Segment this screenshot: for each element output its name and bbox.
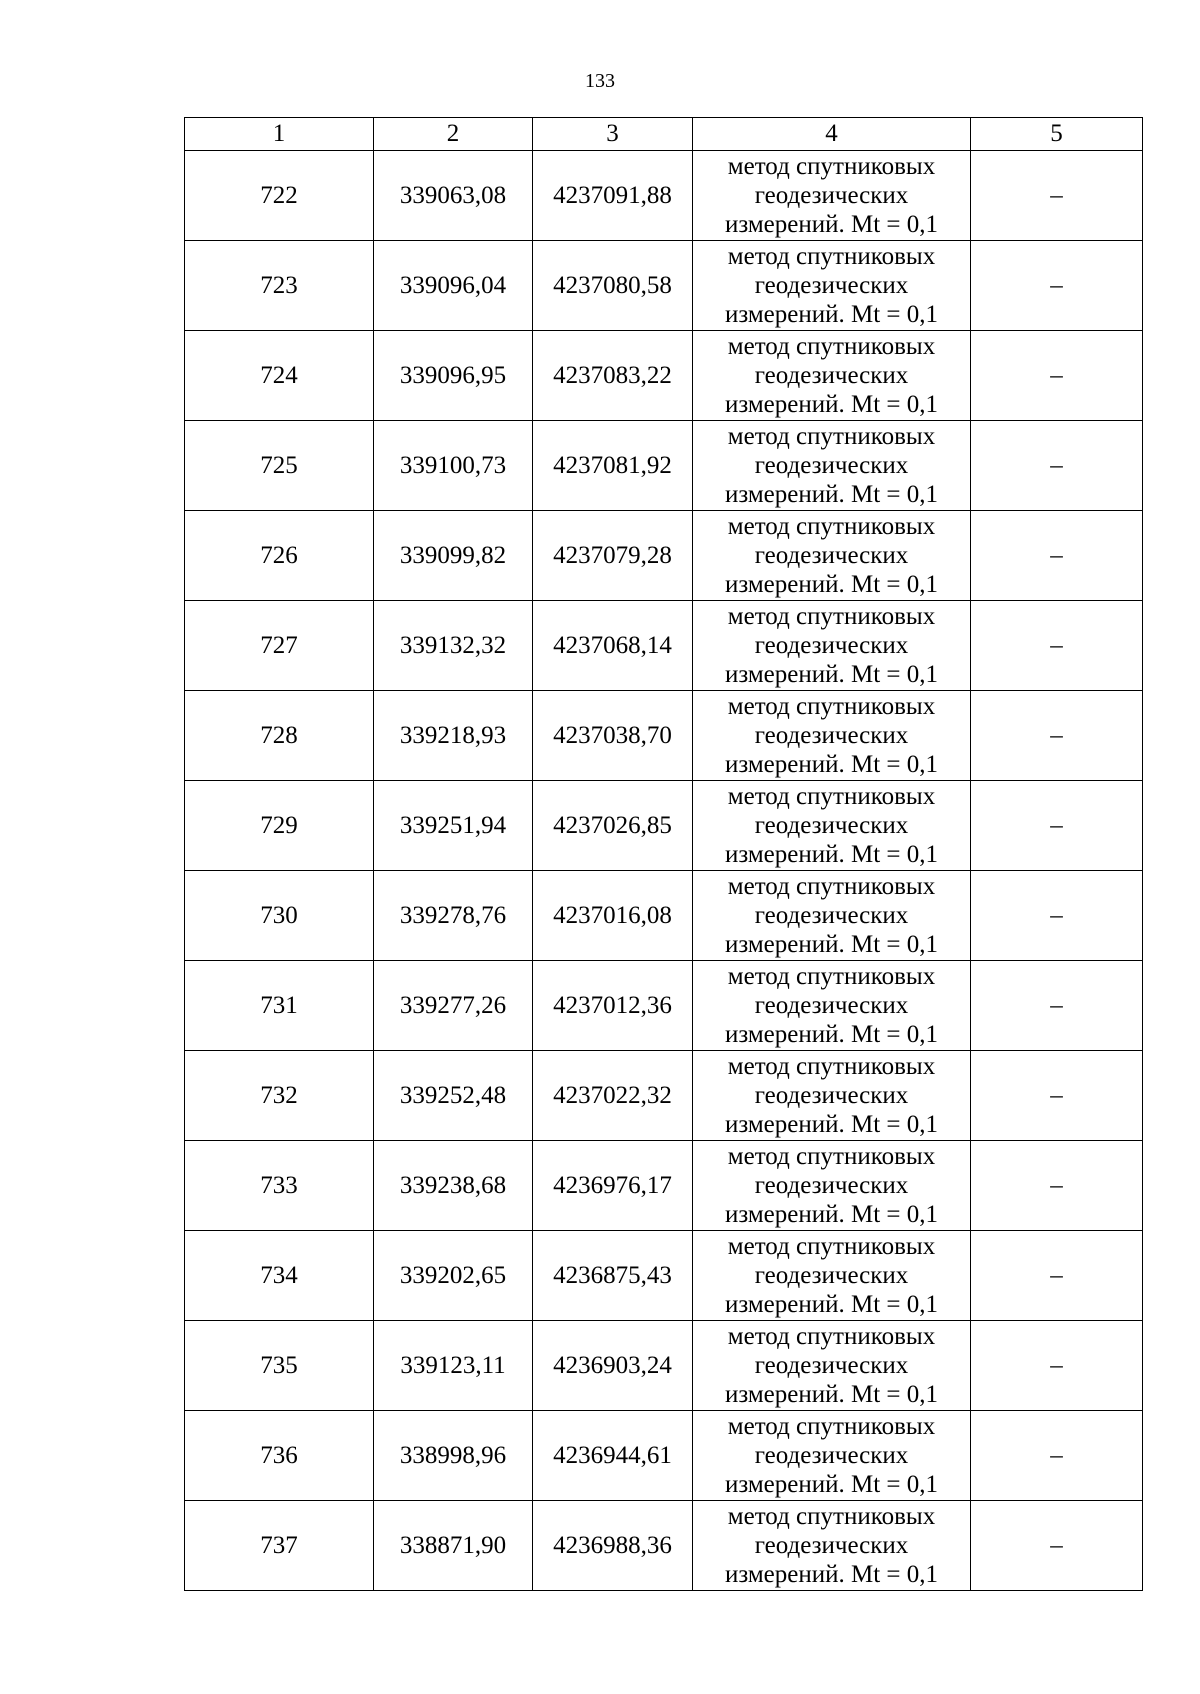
y-coordinate-cell: 4237091,88 (533, 151, 693, 241)
point-number-cell: 723 (185, 241, 374, 331)
x-coordinate-cell: 339251,94 (374, 781, 533, 871)
method-line: метод спутниковых (727, 693, 936, 720)
note-cell: – (971, 781, 1143, 871)
method-line: геодезических (754, 1442, 909, 1469)
x-coordinate-cell: 339100,73 (374, 421, 533, 511)
method-line: метод спутниковых (727, 333, 936, 360)
method-line: метод спутниковых (727, 1323, 936, 1350)
method-cell (693, 331, 971, 421)
y-coordinate-cell: 4237081,92 (533, 421, 693, 511)
table-header (185, 118, 1143, 151)
point-number-cell: 725 (185, 421, 374, 511)
method-line: геодезических (754, 182, 909, 209)
method-line: метод спутниковых (727, 243, 936, 270)
point-number-cell: 729 (185, 781, 374, 871)
method-line: метод спутниковых (727, 513, 936, 540)
table-row (185, 1051, 1143, 1141)
note-cell: – (971, 601, 1143, 691)
table-row (185, 331, 1143, 421)
header-col-3: 3 (533, 118, 693, 151)
method-line: метод спутниковых (727, 603, 936, 630)
point-number-cell: 733 (185, 1141, 374, 1231)
table-body (185, 151, 1143, 1591)
method-line: измерений. Mt = 0,1 (724, 661, 939, 688)
page-number: 133 (585, 70, 615, 92)
method-line: измерений. Mt = 0,1 (724, 931, 939, 958)
method-line: метод спутниковых (727, 1053, 936, 1080)
point-number-cell: 722 (185, 151, 374, 241)
method-line: геодезических (754, 1532, 909, 1559)
x-coordinate-cell: 338998,96 (374, 1411, 533, 1501)
method-line: геодезических (754, 362, 909, 389)
y-coordinate-cell: 4237083,22 (533, 331, 693, 421)
x-coordinate-cell: 339278,76 (374, 871, 533, 961)
x-coordinate-cell: 339099,82 (374, 511, 533, 601)
method-line: метод спутниковых (727, 1233, 936, 1260)
method-cell (693, 1411, 971, 1501)
method-line: геодезических (754, 272, 909, 299)
header-row (185, 118, 1143, 151)
method-line: геодезических (754, 452, 909, 479)
note-cell: – (971, 421, 1143, 511)
y-coordinate-cell: 4237022,32 (533, 1051, 693, 1141)
method-line: измерений. Mt = 0,1 (724, 751, 939, 778)
method-line: геодезических (754, 722, 909, 749)
table-row (185, 421, 1143, 511)
table-row (185, 511, 1143, 601)
x-coordinate-cell: 339132,32 (374, 601, 533, 691)
point-number-cell: 730 (185, 871, 374, 961)
method-cell (693, 1141, 971, 1231)
method-cell (693, 1321, 971, 1411)
method-line: измерений. Mt = 0,1 (724, 571, 939, 598)
method-line: геодезических (754, 1262, 909, 1289)
note-cell: – (971, 331, 1143, 421)
coordinates-table (184, 117, 1143, 1591)
method-line: измерений. Mt = 0,1 (724, 1201, 939, 1228)
method-cell (693, 961, 971, 1051)
point-number-cell: 724 (185, 331, 374, 421)
x-coordinate-cell: 339063,08 (374, 151, 533, 241)
y-coordinate-cell: 4236903,24 (533, 1321, 693, 1411)
table-row (185, 961, 1143, 1051)
method-cell (693, 151, 971, 241)
method-line: измерений. Mt = 0,1 (724, 481, 939, 508)
method-cell (693, 1231, 971, 1321)
method-line: измерений. Mt = 0,1 (724, 211, 939, 238)
header-col-2: 2 (374, 118, 533, 151)
y-coordinate-cell: 4237079,28 (533, 511, 693, 601)
point-number-cell: 737 (185, 1501, 374, 1591)
x-coordinate-cell: 338871,90 (374, 1501, 533, 1591)
method-line: измерений. Mt = 0,1 (724, 391, 939, 418)
y-coordinate-cell: 4237080,58 (533, 241, 693, 331)
x-coordinate-cell: 339277,26 (374, 961, 533, 1051)
method-line: метод спутниковых (727, 963, 936, 990)
y-coordinate-cell: 4237016,08 (533, 871, 693, 961)
method-line: геодезических (754, 1352, 909, 1379)
table-row (185, 241, 1143, 331)
table-row (185, 781, 1143, 871)
point-number-cell: 732 (185, 1051, 374, 1141)
y-coordinate-cell: 4237026,85 (533, 781, 693, 871)
x-coordinate-cell: 339123,11 (374, 1321, 533, 1411)
method-line: измерений. Mt = 0,1 (724, 1561, 939, 1588)
x-coordinate-cell: 339202,65 (374, 1231, 533, 1321)
x-coordinate-cell: 339238,68 (374, 1141, 533, 1231)
note-cell: – (971, 151, 1143, 241)
method-line: геодезических (754, 1082, 909, 1109)
note-cell: – (971, 1141, 1143, 1231)
method-line: геодезических (754, 632, 909, 659)
method-cell (693, 1501, 971, 1591)
method-line: измерений. Mt = 0,1 (724, 1381, 939, 1408)
method-cell (693, 241, 971, 331)
x-coordinate-cell: 339096,04 (374, 241, 533, 331)
point-number-cell: 735 (185, 1321, 374, 1411)
x-coordinate-cell: 339218,93 (374, 691, 533, 781)
method-line: метод спутниковых (727, 783, 936, 810)
note-cell: – (971, 1411, 1143, 1501)
note-cell: – (971, 1321, 1143, 1411)
point-number-cell: 731 (185, 961, 374, 1051)
point-number-cell: 726 (185, 511, 374, 601)
method-line: метод спутниковых (727, 1503, 936, 1530)
method-line: метод спутниковых (727, 153, 936, 180)
x-coordinate-cell: 339252,48 (374, 1051, 533, 1141)
method-line: геодезических (754, 902, 909, 929)
method-line: геодезических (754, 812, 909, 839)
header-col-1: 1 (185, 118, 374, 151)
method-cell (693, 1051, 971, 1141)
y-coordinate-cell: 4237012,36 (533, 961, 693, 1051)
table-row (185, 691, 1143, 781)
table-row (185, 1141, 1143, 1231)
note-cell: – (971, 961, 1143, 1051)
table-row (185, 1411, 1143, 1501)
point-number-cell: 728 (185, 691, 374, 781)
point-number-cell: 727 (185, 601, 374, 691)
header-col-5: 5 (971, 118, 1143, 151)
method-line: геодезических (754, 1172, 909, 1199)
method-line: измерений. Mt = 0,1 (724, 1021, 939, 1048)
method-cell (693, 601, 971, 691)
table-row (185, 601, 1143, 691)
method-cell (693, 691, 971, 781)
method-line: измерений. Mt = 0,1 (724, 1471, 939, 1498)
method-cell (693, 781, 971, 871)
note-cell: – (971, 1231, 1143, 1321)
method-line: метод спутниковых (727, 423, 936, 450)
method-line: метод спутниковых (727, 1143, 936, 1170)
note-cell: – (971, 241, 1143, 331)
method-line: измерений. Mt = 0,1 (724, 841, 939, 868)
point-number-cell: 734 (185, 1231, 374, 1321)
y-coordinate-cell: 4236875,43 (533, 1231, 693, 1321)
y-coordinate-cell: 4236988,36 (533, 1501, 693, 1591)
method-cell (693, 421, 971, 511)
method-line: геодезических (754, 992, 909, 1019)
method-line: измерений. Mt = 0,1 (724, 1291, 939, 1318)
y-coordinate-cell: 4236944,61 (533, 1411, 693, 1501)
note-cell: – (971, 511, 1143, 601)
y-coordinate-cell: 4236976,17 (533, 1141, 693, 1231)
method-line: измерений. Mt = 0,1 (724, 1111, 939, 1138)
method-cell (693, 511, 971, 601)
table-row (185, 151, 1143, 241)
table-row (185, 1231, 1143, 1321)
x-coordinate-cell: 339096,95 (374, 331, 533, 421)
method-line: метод спутниковых (727, 873, 936, 900)
table-row (185, 1501, 1143, 1591)
note-cell: – (971, 871, 1143, 961)
y-coordinate-cell: 4237038,70 (533, 691, 693, 781)
table-row (185, 871, 1143, 961)
method-cell (693, 871, 971, 961)
method-line: геодезических (754, 542, 909, 569)
note-cell: – (971, 1501, 1143, 1591)
method-line: метод спутниковых (727, 1413, 936, 1440)
note-cell: – (971, 691, 1143, 781)
y-coordinate-cell: 4237068,14 (533, 601, 693, 691)
note-cell: – (971, 1051, 1143, 1141)
point-number-cell: 736 (185, 1411, 374, 1501)
header-col-4: 4 (693, 118, 971, 151)
method-line: измерений. Mt = 0,1 (724, 301, 939, 328)
table-row (185, 1321, 1143, 1411)
